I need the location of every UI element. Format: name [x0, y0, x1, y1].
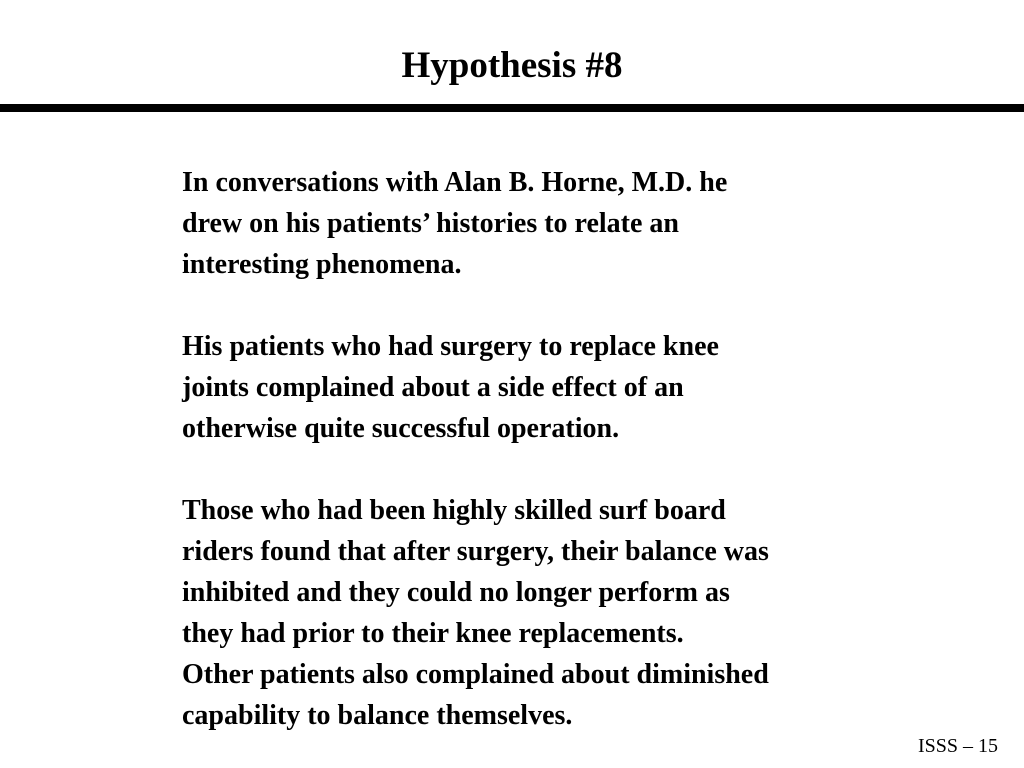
title-divider — [0, 104, 1024, 112]
text-line: In conversations with Alan B. Horne, M.D. he — [182, 167, 728, 198]
paragraph-surfers — [182, 490, 922, 736]
text-line: riders found that after surgery, their balance was — [182, 536, 769, 567]
slide-title: Hypothesis #8 — [401, 45, 623, 86]
paragraph-spacer — [182, 449, 922, 490]
text-line: His patients who had surgery to replace knee — [182, 331, 719, 362]
text-line: inhibited and they could no longer perform as — [182, 577, 730, 608]
text-line: otherwise quite successful operation. — [182, 413, 620, 444]
text-line: drew on his patients’ histories to relate an — [182, 208, 679, 239]
text-line: Other patients also complained about diminished — [182, 659, 769, 690]
text-line: interesting phenomena. — [182, 249, 462, 280]
text-line: Those who had been highly skilled surf board — [182, 495, 726, 526]
slide-footer: ISSS – 15 — [917, 735, 998, 757]
text-line: joints complained about a side effect of an — [182, 372, 684, 403]
slide-body — [182, 162, 922, 736]
paragraph-spacer — [182, 285, 922, 326]
paragraph-intro — [182, 162, 922, 285]
text-line: capability to balance themselves. — [182, 700, 573, 731]
text-line: they had prior to their knee replacements. — [182, 618, 684, 649]
paragraph-side-effect — [182, 326, 922, 449]
